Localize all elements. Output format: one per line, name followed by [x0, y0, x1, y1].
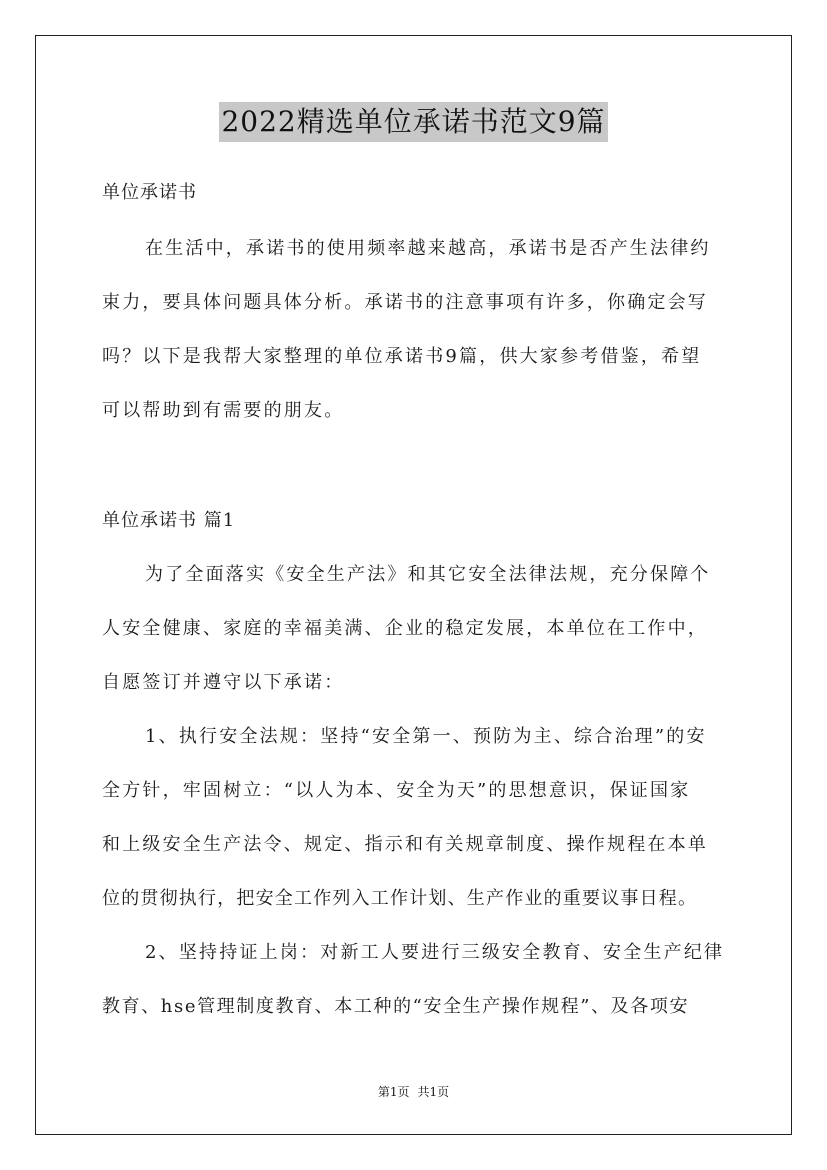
- body-line: 为了全面落实《安全生产法》和其它安全法律法规，充分保障个: [145, 564, 711, 585]
- body-line: 2、坚持持证上岗：对新工人要进行三级安全教育、安全生产纪律: [145, 942, 725, 963]
- body-line: 全方针，牢固树立：“以人为本、安全为天”的思想意识，保证国家: [102, 780, 691, 801]
- page-number: 第1页: [377, 1085, 410, 1099]
- intro-line: 束力，要具体问题具体分析。承诺书的注意事项有许多，你确定会写: [102, 292, 708, 313]
- title-container: [0, 102, 827, 142]
- body-line: 教育、hse管理制度教育、本工种的“安全生产操作规程”、及各项安: [102, 996, 690, 1017]
- body-line: 人安全健康、家庭的幸福美满、企业的稳定发展，本单位在工作中，: [102, 618, 708, 639]
- body-line: 和上级安全生产法令、规定、指示和有关规章制度、操作规程在本单: [102, 834, 708, 855]
- document-title: 2022精选单位承诺书范文9篇: [219, 102, 607, 142]
- section-heading: 单位承诺书 篇1: [102, 510, 236, 531]
- intro-line: 吗？以下是我帮大家整理的单位承诺书9篇，供大家参考借鉴，希望: [102, 346, 702, 367]
- intro-line: 可以帮助到有需要的朋友。: [102, 400, 345, 421]
- body-line: 1、执行安全法规：坚持“安全第一、预防为主、综合治理”的安: [145, 726, 707, 747]
- body-line: 自愿签订并遵守以下承诺：: [102, 672, 345, 693]
- page-footer: [0, 1084, 827, 1100]
- body-line: 位的贯彻执行，把安全工作列入工作计划、生产作业的重要议事日程。: [102, 888, 698, 909]
- intro-heading: 单位承诺书: [102, 182, 197, 203]
- intro-line: 在生活中，承诺书的使用频率越来越高，承诺书是否产生法律约: [145, 238, 711, 259]
- page-total: 共1页: [417, 1085, 450, 1099]
